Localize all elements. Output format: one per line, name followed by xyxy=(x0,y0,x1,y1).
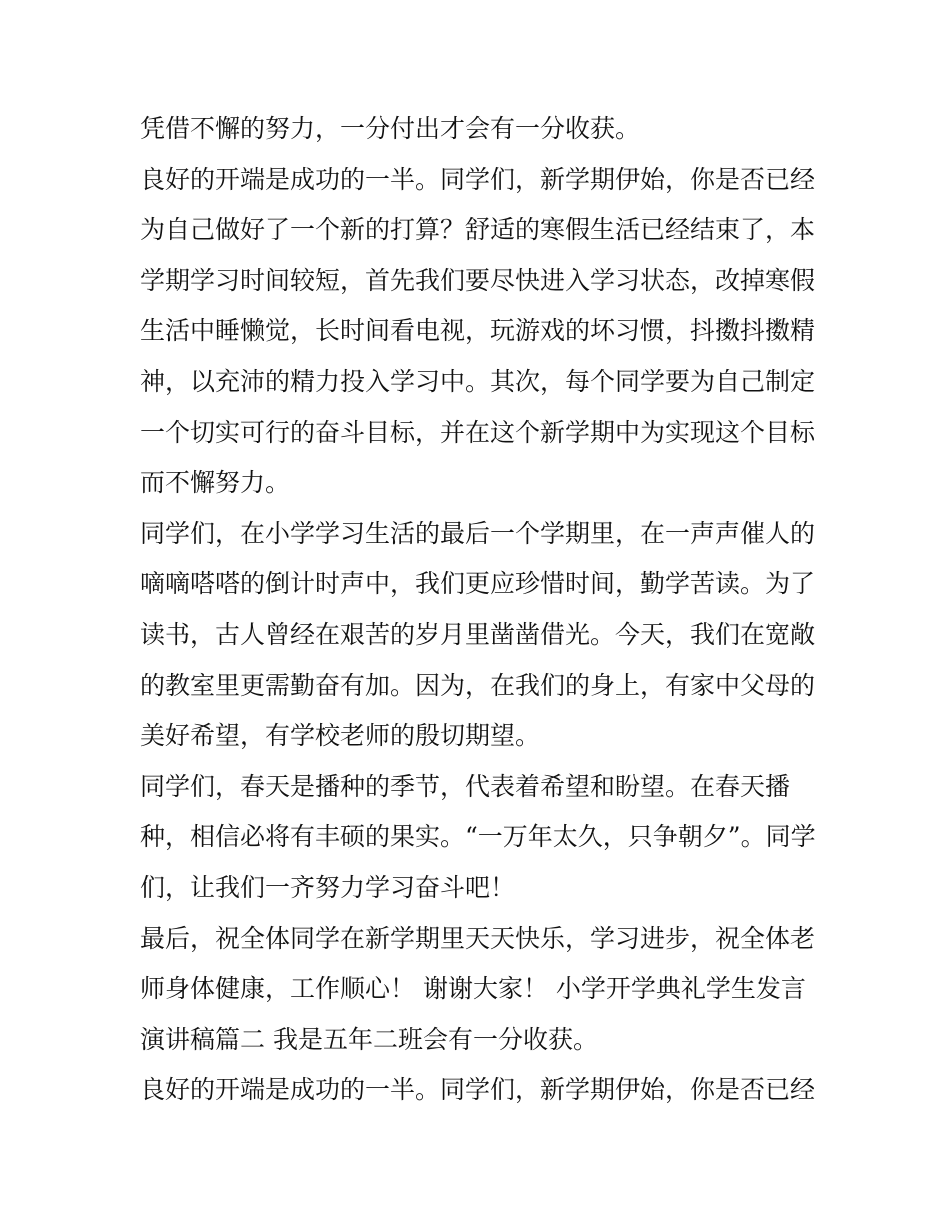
text-line: 的教室里更需勤奋有加。因为，在我们的身上，有家中父母的 xyxy=(140,670,816,700)
text-line: 们，让我们一齐努力学习奋斗吧！ xyxy=(140,872,516,902)
text-line: 师身体健康，工作顺心！ 谢谢大家！ 小学开学典礼学生发言 xyxy=(140,974,806,1004)
text-line: 凭借不懈的努力，一分付出才会有一分收获。 xyxy=(140,114,641,143)
text-line: 神，以充沛的精力投入学习中。其次，每个同学要为自己制定 xyxy=(140,366,816,396)
text-line: 一个切实可行的奋斗目标，并在这个新学期中为实现这个目标 xyxy=(140,417,816,447)
text-line: 种，相信必将有丰硕的果实。“一万年太久，只争朝夕”。同学 xyxy=(140,822,816,852)
text-line: 读书，古人曾经在艰苦的岁月里凿凿借光。今天，我们在宽敞 xyxy=(140,619,816,649)
text-line: 生活中睡懒觉，长时间看电视，玩游戏的坏习惯，抖擞抖擞精 xyxy=(140,316,816,346)
text-line: 良好的开端是成功的一半。同学们，新学期伊始，你是否已经 xyxy=(140,164,816,194)
text-line: 嘀嘀嗒嗒的倒计时声中，我们更应珍惜时间，勤学苦读。为了 xyxy=(140,569,816,599)
text-line: 良好的开端是成功的一半。同学们，新学期伊始，你是否已经 xyxy=(140,1075,816,1105)
text-line: 学期学习时间较短，首先我们要尽快进入学习状态，改掉寒假 xyxy=(140,265,816,295)
text-line: 而不懈努力。 xyxy=(140,468,291,498)
document-body xyxy=(140,104,820,1116)
text-line: 美好希望，有学校老师的殷切期望。 xyxy=(140,721,541,751)
text-line: 为自己做好了一个新的打算？舒适的寒假生活已经结束了，本 xyxy=(140,215,816,245)
text-line: 同学们，在小学学习生活的最后一个学期里，在一声声催人的 xyxy=(140,518,816,548)
text-line: 同学们，春天是播种的季节，代表着希望和盼望。在春天播 xyxy=(140,771,791,801)
text-line: 演讲稿篇二 我是五年二班会有一分收获。 xyxy=(140,1024,598,1054)
text-line: 最后，祝全体同学在新学期里天天快乐，学习进步，祝全体老 xyxy=(140,923,816,953)
